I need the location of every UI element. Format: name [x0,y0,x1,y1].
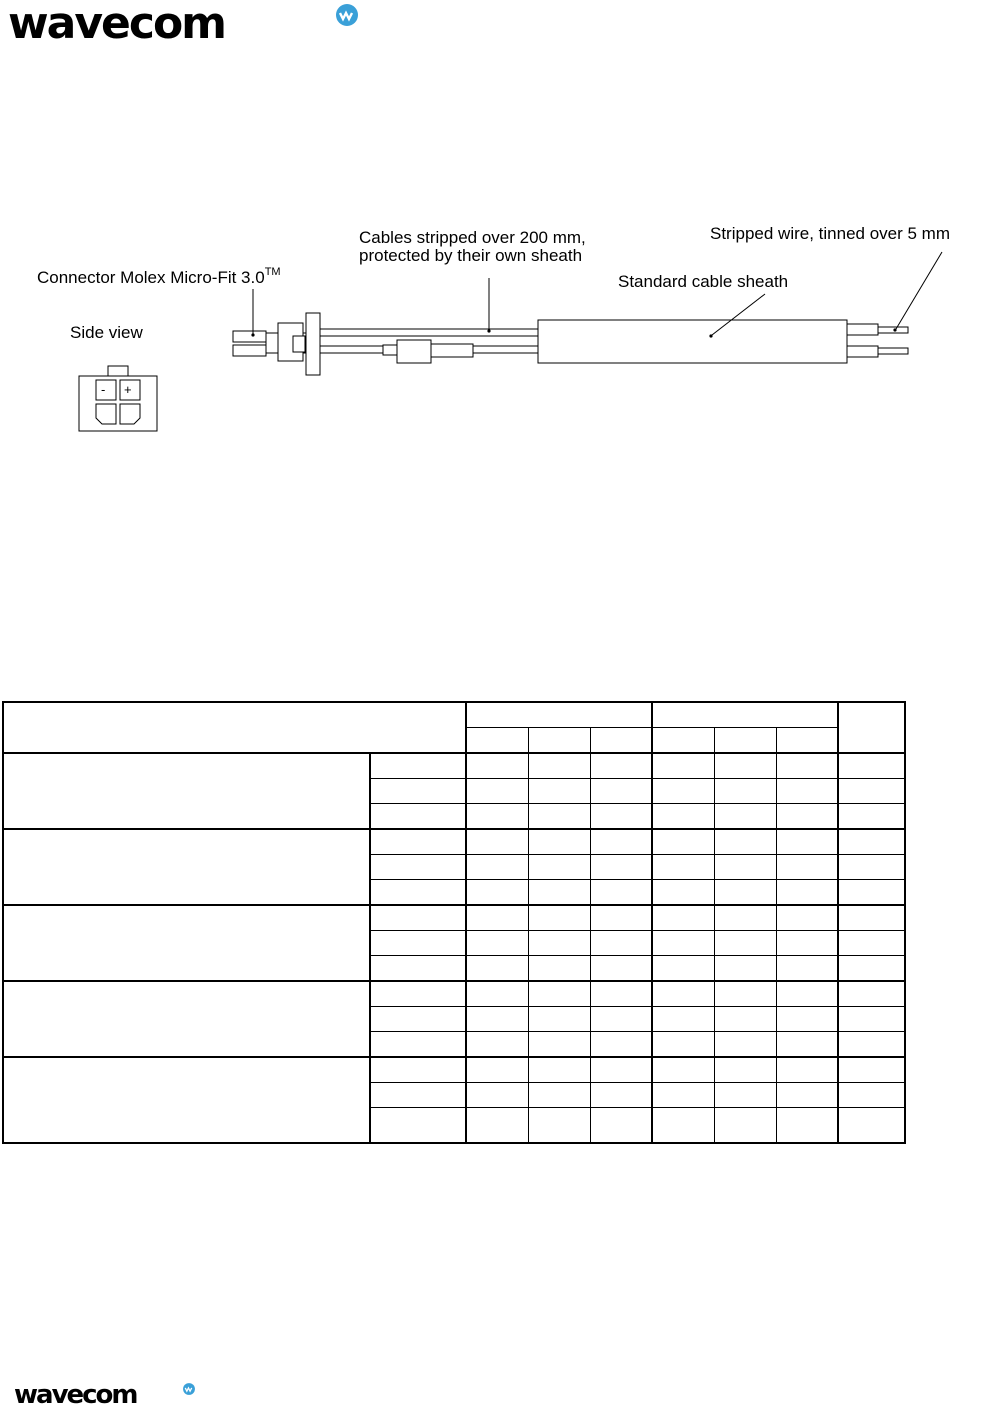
table-cell [776,829,838,855]
pin-plus-label: + [124,382,132,397]
pin-minus-label: - [101,382,106,397]
table-cell [838,1007,905,1032]
table-cell [370,880,466,906]
table-group-label-cell [3,905,370,981]
table-cell [652,1057,714,1083]
table-cell [466,804,528,830]
table-header-group-cell [466,702,652,728]
table-cell [466,956,528,982]
table-cell [590,753,652,779]
table-cell [652,1108,714,1144]
table-cell [528,753,590,779]
table-cell [714,1057,776,1083]
table-group-label-cell [3,829,370,905]
table-cell [590,855,652,880]
table-cell [838,981,905,1007]
table-cell [838,1108,905,1144]
sheath-label: Standard cable sheath [618,272,789,291]
table-cell [466,855,528,880]
table-cell [370,779,466,804]
side-view-label: Side view [70,323,143,342]
table-cell [652,779,714,804]
table-cell [466,829,528,855]
table-cell [652,1083,714,1108]
table-cell [776,1083,838,1108]
table-cell [466,1057,528,1083]
table-cell [590,981,652,1007]
table-cell [590,1083,652,1108]
table-cell [838,880,905,906]
table-cell [370,905,466,931]
table-cell [838,931,905,956]
table-cell [370,1083,466,1108]
table-cell [776,905,838,931]
table-cell [590,880,652,906]
table-cell [528,931,590,956]
table-cell [714,931,776,956]
table-cell [528,804,590,830]
table-cell [466,880,528,906]
table-cell [528,1057,590,1083]
table-cell [838,753,905,779]
table-cell [528,1083,590,1108]
table-cell [776,753,838,779]
table-row [3,829,905,855]
table-cell [528,880,590,906]
table-cell [838,1083,905,1108]
table-cell [466,753,528,779]
table-cell [590,1007,652,1032]
cable-sheath-drawing [538,320,847,363]
table-cell [528,981,590,1007]
stripped-wire-label: Stripped wire, tinned over 5 mm [710,224,950,243]
table-cell [776,1007,838,1032]
table-cell [528,728,590,754]
table-cell [714,1032,776,1058]
table-cell [652,956,714,982]
table-cell [370,956,466,982]
table-cell [776,1032,838,1058]
table-cell [466,1032,528,1058]
table-cell [466,1108,528,1144]
table-row [3,753,905,779]
table-row [3,1057,905,1083]
table-cell [714,956,776,982]
table-row [3,905,905,931]
table-cell [838,1032,905,1058]
table-cell [838,779,905,804]
table-cell [776,1108,838,1144]
table-cell [370,1108,466,1144]
table-cell [776,779,838,804]
table-cell [714,981,776,1007]
table-cell [714,880,776,906]
table-cell [466,1007,528,1032]
connector-profile-drawing [233,313,320,375]
table-cell [838,804,905,830]
table-header-cell [3,702,466,753]
table-header-cell [838,702,905,753]
table-cell [528,1007,590,1032]
table-cell [652,931,714,956]
table-cell [590,1032,652,1058]
table-cell [528,1108,590,1144]
table-cell [714,728,776,754]
table-cell [590,804,652,830]
table-cell [590,931,652,956]
spec-table [2,701,906,1144]
table-cell [838,956,905,982]
table-cell [528,1032,590,1058]
table-cell [776,931,838,956]
table-cell [714,1108,776,1144]
table-cell [838,905,905,931]
footer-logo-wordmark: wavecom [14,1380,137,1410]
table-cell [714,1007,776,1032]
table-cell [466,1083,528,1108]
table-cell [652,804,714,830]
table-cell [590,1057,652,1083]
table-cell [370,981,466,1007]
table-cell [714,905,776,931]
table-row [3,981,905,1007]
table-cell [776,956,838,982]
table-cell [776,855,838,880]
table-cell [714,779,776,804]
table-cell [652,728,714,754]
table-cell [528,779,590,804]
table-cell [466,905,528,931]
table-cell [370,753,466,779]
table-cell [652,981,714,1007]
table-cell [714,855,776,880]
table-group-label-cell [3,753,370,829]
table-cell [714,1083,776,1108]
table-cell [528,855,590,880]
table-cell [776,880,838,906]
cable-wires [320,329,538,363]
table-cell [370,1032,466,1058]
cables-label-line2: protected by their own sheath [359,246,583,265]
table-cell [652,1032,714,1058]
table-cell [776,728,838,754]
footer-logo [14,1382,137,1408]
table-cell [370,855,466,880]
table-cell [838,829,905,855]
table-cell [838,855,905,880]
table-cell [590,728,652,754]
table-cell [370,829,466,855]
table-cell [652,753,714,779]
table-header-row [3,702,905,728]
table-cell [466,931,528,956]
trademark-sup: TM [264,266,281,278]
table-cell [652,1007,714,1032]
table-group-label-cell [3,1057,370,1143]
table-header-group-cell [652,702,838,728]
connector-label-text: Connector Molex Micro-Fit 3.0 [37,268,265,287]
table-cell [590,779,652,804]
table-cell [466,779,528,804]
stripped-wire-ends [847,324,908,357]
table-cell [590,956,652,982]
connector-label [37,263,281,287]
table-cell [370,804,466,830]
table-cell [370,931,466,956]
table-cell [652,880,714,906]
table-cell [776,804,838,830]
table-cell [776,981,838,1007]
header-logo-wordmark: wavecom [8,0,226,49]
table-cell [652,829,714,855]
table-cell [652,855,714,880]
table-cell [838,1057,905,1083]
table-cell [370,1007,466,1032]
table-cell [714,804,776,830]
table-cell [528,905,590,931]
table-cell [466,981,528,1007]
table-cell [714,753,776,779]
connector-side-view-drawing [79,366,157,431]
table-cell [776,1057,838,1083]
table-cell [590,829,652,855]
cables-label-line1: Cables stripped over 200 mm, [359,228,586,247]
logo-mark-icon [182,1382,196,1396]
table-cell [590,1108,652,1144]
table-group-label-cell [3,981,370,1057]
table-cell [370,1057,466,1083]
table-cell [528,829,590,855]
table-cell [652,905,714,931]
table-cell [528,956,590,982]
table-cell [590,905,652,931]
table-cell [466,728,528,754]
table-cell [714,829,776,855]
